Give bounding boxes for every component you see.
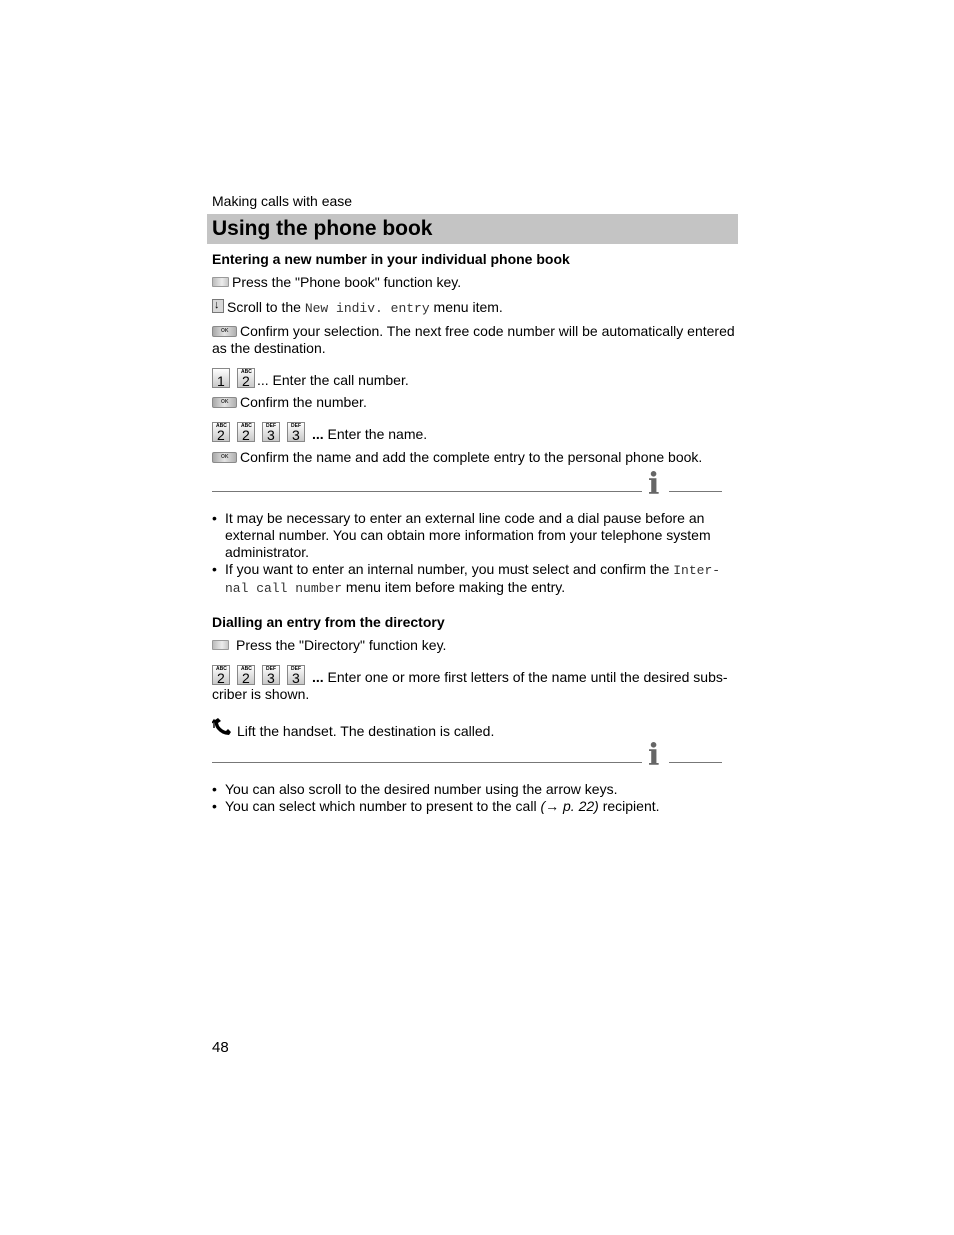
info-list-1 bbox=[212, 510, 728, 597]
keypad-key-2-icon: ABC 2 bbox=[237, 368, 255, 388]
list-item: • You can also scroll to the desired number using the arrow keys. bbox=[212, 781, 728, 798]
step-scroll: ↓Scroll to the New indiv. entry menu item. bbox=[212, 299, 738, 317]
keypad-key-3-icon: DEF 3 bbox=[287, 665, 305, 685]
keypad-key-1-icon: 1 bbox=[212, 368, 230, 388]
page-title-bar bbox=[207, 214, 738, 244]
page-title: Using the phone book bbox=[212, 217, 433, 240]
menu-item-new-indiv-entry: New indiv. entry bbox=[304, 301, 430, 316]
ok-key-icon bbox=[212, 326, 237, 337]
running-head: Making calls with ease bbox=[212, 193, 353, 209]
step-lift-handset: Lift the handset. The destination is called. bbox=[212, 718, 738, 740]
section-heading-dialling: Dialling an entry from the directory bbox=[212, 614, 445, 630]
info-divider bbox=[212, 738, 722, 773]
page-number: 48 bbox=[212, 1039, 229, 1056]
ok-key-icon bbox=[212, 397, 237, 408]
info-list-2 bbox=[212, 781, 728, 815]
handset-lift-icon bbox=[212, 718, 234, 738]
section-heading-new-entry: Entering a new number in your individual phone book bbox=[212, 251, 570, 267]
function-key-icon bbox=[212, 640, 229, 650]
info-divider bbox=[212, 467, 722, 502]
info-icon: i bbox=[648, 738, 660, 773]
info-icon: i bbox=[648, 467, 660, 502]
list-item: • You can select which number to present to the call (→ p. 22) recipient. bbox=[212, 798, 728, 815]
keypad-key-3-icon: DEF 3 bbox=[262, 665, 280, 685]
step-confirm-number: OKConfirm the number. bbox=[212, 394, 738, 411]
step-confirm-selection: OKConfirm your selection. The next free code number will be automatically entered as the destination. bbox=[212, 323, 738, 357]
keypad-key-2-icon: ABC 2 bbox=[212, 422, 230, 442]
scroll-down-key-icon bbox=[212, 299, 224, 313]
keypad-key-2-icon: ABC 2 bbox=[237, 422, 255, 442]
list-item: • It may be necessary to enter an external line code and a dial pause before an external number. You can obtain more information from your telephone system administrator. bbox=[212, 510, 728, 561]
keypad-key-2-icon: ABC 2 bbox=[237, 665, 255, 685]
function-key-icon bbox=[212, 277, 229, 287]
step-confirm-name: OKConfirm the name and add the complete entry to the personal phone book. bbox=[212, 449, 738, 466]
step-enter-call-number: 1 ABC 2 ... Enter the call number. bbox=[212, 368, 738, 388]
page-reference-link[interactable]: (→ p. 22) bbox=[540, 798, 599, 814]
keypad-key-2-icon: ABC 2 bbox=[212, 665, 230, 685]
ok-key-icon bbox=[212, 452, 237, 463]
step-press-directory: Press the "Directory" function key. bbox=[212, 637, 738, 654]
keypad-key-3-icon: DEF 3 bbox=[287, 422, 305, 442]
step-press-phone-book: Press the "Phone book" function key. bbox=[212, 274, 738, 291]
keypad-key-3-icon: DEF 3 bbox=[262, 422, 280, 442]
step-enter-name: ABC 2 ABC 2 DEF 3 DEF 3 ... Enter the name. bbox=[212, 422, 738, 442]
step-enter-letters: ABC 2 ABC 2 DEF 3 DEF 3 ... Enter one or more first letters of the name until the desired subs- criber is shown. bbox=[212, 666, 728, 702]
list-item: • If you want to enter an internal number, you must select and confirm the Inter- nal call number menu item before making the entry. bbox=[212, 561, 728, 597]
